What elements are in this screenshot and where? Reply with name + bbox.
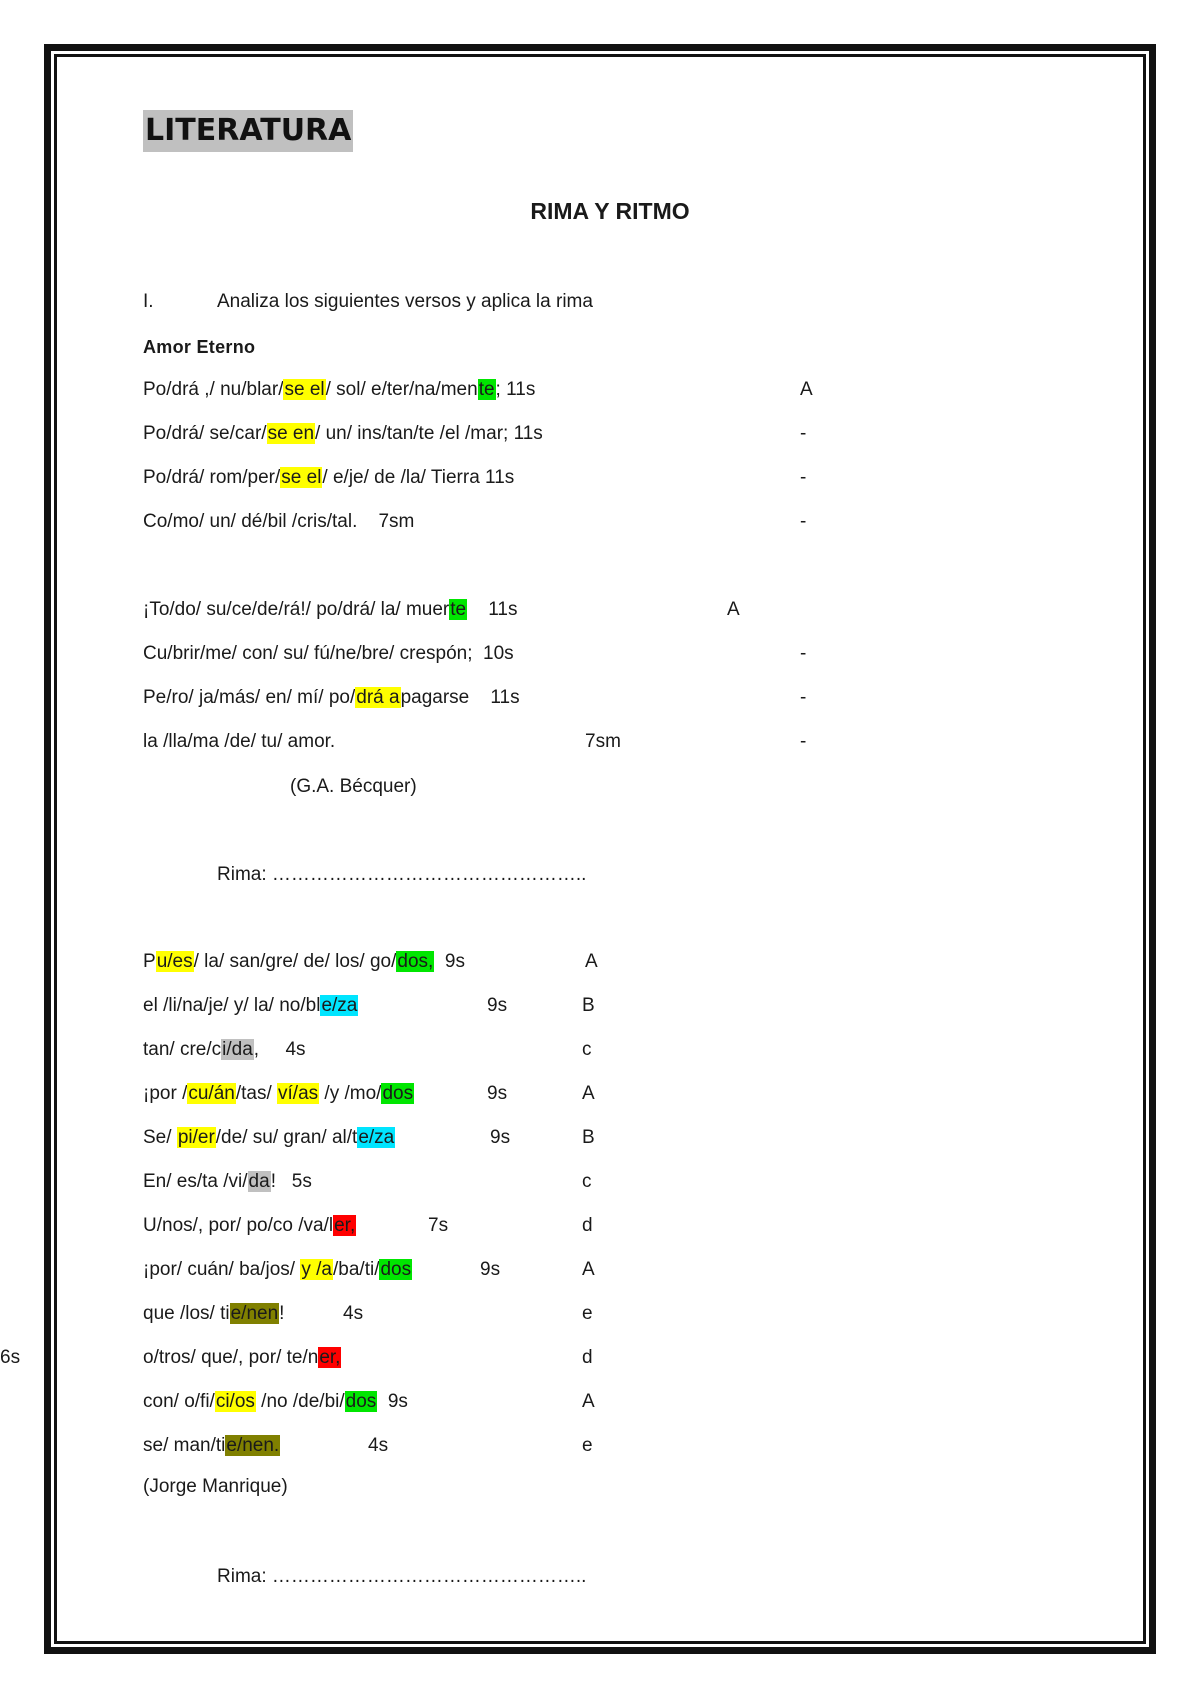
verse-line <box>143 377 535 403</box>
verse-line <box>143 465 514 491</box>
rhyme-highlight: pi/er <box>177 1127 215 1148</box>
poem2-rima-answer-field: Rima: ………………………………………….. <box>217 1566 587 1587</box>
poem1-rima-answer-field: Rima: ………………………………………….. <box>217 864 587 885</box>
verse-line <box>143 1037 306 1063</box>
rhyme-letter: A <box>585 951 598 972</box>
rhyme-highlight: da <box>248 1171 270 1192</box>
verse-line <box>143 993 358 1019</box>
document-title: RIMA Y RITMO <box>530 198 690 224</box>
verse-text: Po/drá/ se/car/ <box>143 423 267 444</box>
rhyme-highlight: e/za <box>358 1127 395 1148</box>
verse-text: /tas/ <box>235 1083 278 1104</box>
rhyme-letter: - <box>800 731 807 752</box>
syllable-count: 6s <box>0 1347 21 1368</box>
verse-text: ¡por/ cuán/ ba/jos/ <box>143 1259 301 1280</box>
rhyme-highlight: er, <box>334 1215 356 1236</box>
instruction-number: I. <box>143 291 154 312</box>
rhyme-highlight: se el <box>281 467 322 488</box>
syllable-count: 9s <box>487 1083 508 1104</box>
verse-line <box>143 641 514 667</box>
instruction-text: Analiza los siguientes versos y aplica la rima <box>217 291 593 312</box>
rhyme-highlight: dos <box>380 1259 412 1280</box>
rhyme-highlight: dos <box>345 1391 377 1412</box>
syllable-count: 7sm <box>585 731 621 752</box>
verse-text: Co/mo/ un/ dé/bil /cris/tal. 7sm <box>143 511 415 532</box>
verse-line <box>143 685 520 711</box>
verse-text: pagarse 11s <box>400 687 520 708</box>
rhyme-highlight: se en <box>267 423 315 444</box>
verse-text: el /li/na/je/ y/ la/ no/bl <box>143 995 321 1016</box>
verse-text: /no /de/bi/ <box>255 1391 345 1412</box>
verse-line <box>143 1433 280 1459</box>
verse-text: ! <box>279 1303 285 1324</box>
rhyme-letter: d <box>582 1215 593 1236</box>
rhyme-letter: A <box>582 1259 595 1280</box>
rhyme-letter: - <box>800 467 807 488</box>
rhyme-letter: A <box>582 1083 595 1104</box>
verse-text: , 4s <box>253 1039 306 1060</box>
verse-text: 9s <box>377 1391 408 1412</box>
verse-text: Po/drá/ rom/per/ <box>143 467 281 488</box>
rhyme-highlight: ví/as <box>278 1083 319 1104</box>
rhyme-highlight: drá a <box>356 687 400 708</box>
poem1-author: (G.A. Bécquer) <box>290 776 417 797</box>
verse-text: /de/ su/ gran/ al/t <box>215 1127 358 1148</box>
rhyme-highlight: ci/os <box>215 1391 255 1412</box>
verse-text: que /los/ ti <box>143 1303 230 1324</box>
rhyme-highlight: i/da <box>222 1039 253 1060</box>
section-heading: LITERATURA <box>143 110 353 152</box>
rhyme-highlight: u/es <box>156 951 193 972</box>
syllable-count: 7s <box>428 1215 449 1236</box>
rhyme-highlight: cu/án <box>188 1083 235 1104</box>
verse-line <box>143 729 335 755</box>
verse-text: /ba/ti/ <box>333 1259 380 1280</box>
verse-line <box>143 1257 412 1283</box>
verse-text: Pe/ro/ ja/más/ en/ mí/ po/ <box>143 687 356 708</box>
rhyme-letter: c <box>582 1039 592 1060</box>
verse-text: se/ man/ti <box>143 1435 226 1456</box>
verse-line <box>143 421 543 447</box>
verse-text: tan/ cre/c <box>143 1039 222 1060</box>
verse-text: con/ o/fi/ <box>143 1391 215 1412</box>
verse-line <box>143 1125 395 1151</box>
rhyme-highlight: y /a <box>301 1259 332 1280</box>
rhyme-letter: - <box>800 643 807 664</box>
verse-text: ¡por / <box>143 1083 188 1104</box>
verse-line <box>143 1301 284 1327</box>
verse-text: En/ es/ta /vi/ <box>143 1171 248 1192</box>
rhyme-highlight: er, <box>319 1347 341 1368</box>
verse-line <box>143 597 517 623</box>
rhyme-letter: A <box>800 379 813 400</box>
rhyme-highlight: se el <box>284 379 325 400</box>
poem2-author: (Jorge Manrique) <box>143 1476 288 1497</box>
verse-line <box>143 1169 312 1195</box>
poem-title: Amor Eterno <box>143 337 256 357</box>
verse-text: Se/ <box>143 1127 177 1148</box>
verse-text: ; 11s <box>495 379 536 400</box>
verse-line <box>143 949 465 975</box>
syllable-count: 9s <box>490 1127 511 1148</box>
verse-line <box>143 1389 408 1415</box>
syllable-count: 4s <box>343 1303 364 1324</box>
verse-text: U/nos/, por/ po/co /va/l <box>143 1215 334 1236</box>
rhyme-letter: A <box>727 599 740 620</box>
rhyme-highlight: e/nen <box>230 1303 279 1324</box>
rhyme-letter: d <box>582 1347 593 1368</box>
rhyme-highlight: dos, <box>397 951 434 972</box>
verse-text: / un/ ins/tan/te /el /mar; 11s <box>315 423 543 444</box>
rhyme-letter: A <box>582 1391 595 1412</box>
rhyme-highlight: e/nen. <box>226 1435 280 1456</box>
rhyme-highlight: dos <box>382 1083 414 1104</box>
verse-text: Cu/brir/me/ con/ su/ fú/ne/bre/ crespón; 10s <box>143 643 514 664</box>
verse-text: ! 5s <box>270 1171 312 1192</box>
rhyme-letter: B <box>582 1127 595 1148</box>
verse-text: 11s <box>467 599 518 620</box>
rhyme-letter: e <box>582 1303 593 1324</box>
verse-text: / la/ san/gre/ de/ los/ go/ <box>193 951 397 972</box>
syllable-count: 9s <box>487 995 508 1016</box>
rhyme-letter: - <box>800 511 807 532</box>
verse-text: Po/drá ,/ nu/blar/ <box>143 379 284 400</box>
rhyme-letter: - <box>800 423 807 444</box>
verse-line <box>143 1081 414 1107</box>
rhyme-letter: - <box>800 687 807 708</box>
verse-line <box>143 509 414 535</box>
verse-line <box>143 1345 341 1371</box>
rhyme-letter: B <box>582 995 595 1016</box>
verse-text: la /lla/ma /de/ tu/ amor. <box>143 731 336 752</box>
verse-text: ¡To/do/ su/ce/de/rá!/ po/drá/ la/ muer <box>143 599 450 620</box>
syllable-count: 9s <box>480 1259 501 1280</box>
verse-text: / e/je/ de /la/ Tierra 11s <box>322 467 515 488</box>
verse-text: / sol/ e/ter/na/men <box>325 379 478 400</box>
verse-line <box>143 1213 356 1239</box>
syllable-count: 4s <box>368 1435 389 1456</box>
rhyme-highlight: te <box>478 379 495 400</box>
rhyme-letter: e <box>582 1435 593 1456</box>
rhyme-highlight: e/za <box>321 995 358 1016</box>
verse-text: P <box>143 951 156 972</box>
verse-text: o/tros/ que/, por/ te/n <box>143 1347 319 1368</box>
rhyme-highlight: te <box>450 599 467 620</box>
rhyme-letter: c <box>582 1171 592 1192</box>
verse-text: 9s <box>434 951 465 972</box>
verse-text: /y /mo/ <box>319 1083 382 1104</box>
